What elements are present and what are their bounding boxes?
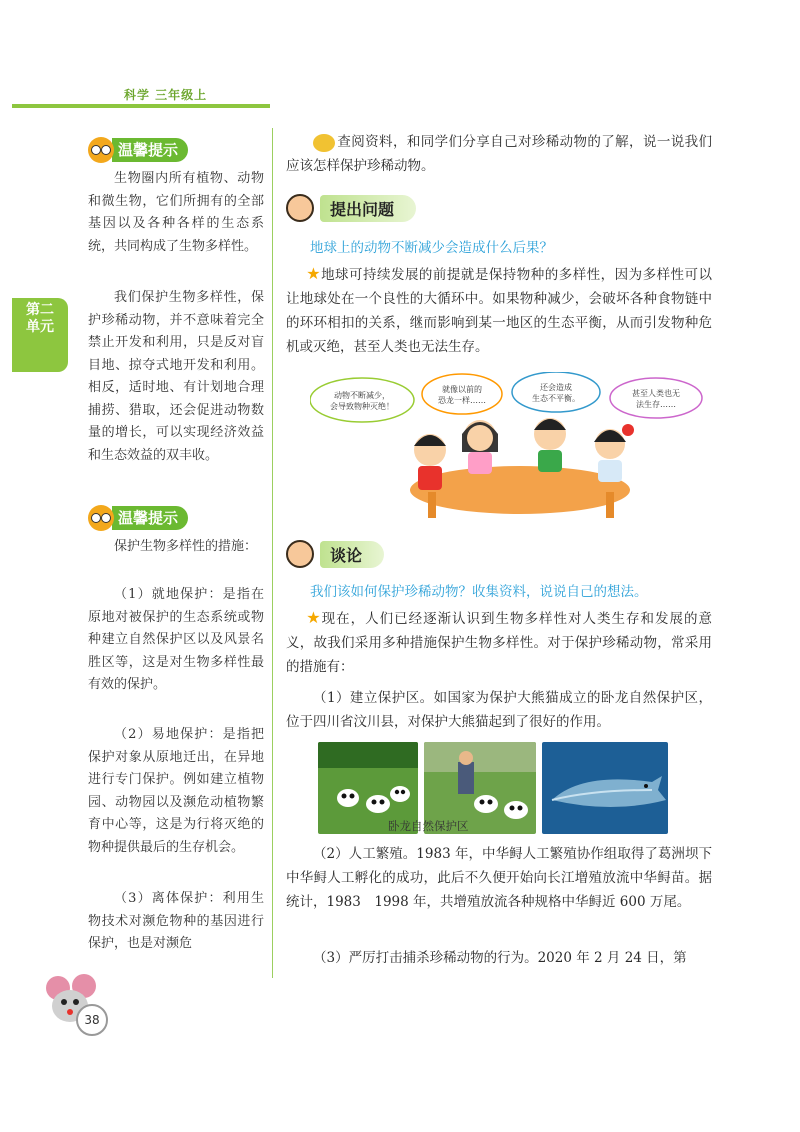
measure-3: （3）严厉打击捕杀珍稀动物的行为。2020 年 2 月 24 日，第 <box>313 950 687 966</box>
answer-1 <box>286 262 712 359</box>
child-reading-icon <box>286 194 314 222</box>
owl-icon <box>88 137 114 163</box>
unit-tab-line2: 单元 <box>26 319 54 335</box>
bubble-1-line2: 会导致物种灭绝！ <box>330 402 394 411</box>
section-ask-question <box>286 194 416 222</box>
question-1: 地球上的动物不断减少会造成什么后果？ <box>310 240 553 256</box>
unit-tab-line1: 第二 <box>26 302 54 318</box>
child-reading-icon <box>286 540 314 568</box>
header-rule <box>12 104 270 108</box>
bubble-2-line2: 恐龙一样…… <box>438 396 486 405</box>
page-number: 38 <box>76 1004 108 1036</box>
left-paragraph-4: （1）就地保护：是指在原地对被保护的生态系统或物种建立自然保护区以及风景名胜区等，这是对生物多样性最有效的保护。 <box>88 587 264 692</box>
bubble-4-line2: 法生存…… <box>636 400 676 409</box>
bubble-4-line1: 甚至人类也无 <box>632 389 680 398</box>
answer-1-text: 地球可持续发展的前提就是保持物种的多样性，因为多样性可以让地球处在一个良性的大循环中。如果物种减少，会破坏各种食物链中的环环相扣的关系，继而影响到某一地区的生态平衡，从而引发物种危机或灭绝，甚至人类也无法生存。 <box>286 267 713 355</box>
photo-caption: 卧龙自然保护区 <box>388 819 469 833</box>
measure-1: （1）建立保护区。如国家为保护大熊猫成立的卧龙自然保护区，位于四川省汶川县，对保护大熊猫起到了很好的作用。 <box>286 690 712 730</box>
star-icon: ★ <box>306 608 322 627</box>
book-title: 科学 三年级上 <box>124 88 208 102</box>
children-discussion-illustration <box>310 372 712 520</box>
lightbulb-kid-icon <box>313 134 335 152</box>
question-2: 我们该如何保护珍稀动物？收集资料，说说自己的想法。 <box>310 584 648 600</box>
unit-tab <box>12 298 68 372</box>
tip-label-2: 温馨提示 <box>112 506 188 530</box>
left-paragraph-3: 保护生物多样性的措施： <box>114 539 258 554</box>
intro-text: 查阅资料，和同学们分享自己对珍稀动物的了解，说一说我们应该怎样保护珍稀动物。 <box>286 134 712 174</box>
tip-label-1: 温馨提示 <box>112 138 188 162</box>
measure-2: （2）人工繁殖。1983 年，中华鲟人工繁殖协作组取得了葛洲坝下中华鲟人工孵化的成功，此后不久便开始向长江增殖放流中华鲟苗。据统计，1983 1998 年，共增殖放流各种规格中华鲟近 600 万尾。 <box>286 846 712 910</box>
tip-badge-2 <box>88 506 188 530</box>
tip-badge-1 <box>88 138 188 162</box>
left-paragraph-6: （3）离体保护：利用生物技术对濒危物种的基因进行保护，也是对濒危 <box>88 891 264 951</box>
left-paragraph-2: 我们保护生物多样性，保护珍稀动物，并不意味着完全禁止开发和利用，只是反对盲目地、掠夺式地开发和利用。相反，适时地、有计划地合理捕捞、猎取，还会促进动物数量的增长，可以实现经济效益和生态效益的双丰收。 <box>88 290 264 463</box>
column-divider <box>272 128 273 978</box>
answer-2-text: 现在，人们已经逐渐认识到生物多样性对人类生存和发展的意义，故我们采用多种措施保护生物多样性。对于保护珍稀动物，常采用的措施有： <box>286 611 713 675</box>
section-title-2: 谈论 <box>320 541 384 568</box>
bubble-2-line1: 就像以前的 <box>442 385 482 394</box>
sturgeon-photo <box>542 742 668 834</box>
section-title-1: 提出问题 <box>320 195 416 222</box>
star-icon: ★ <box>306 264 322 283</box>
bubble-3-line1: 还会造成 <box>540 383 572 392</box>
left-paragraph-5: （2）易地保护：是指把保护对象从原地迁出，在异地进行专门保护。例如建立植物园、动物园以及濒危动植物繁育中心等，这是为行将灭绝的物种提供最后的生存机会。 <box>88 727 264 855</box>
section-discuss <box>286 540 384 568</box>
bubble-1-line1: 动物不断减少， <box>334 391 390 400</box>
answer-2 <box>286 606 712 679</box>
intro-paragraph <box>286 130 712 178</box>
left-paragraph-1: 生物圈内所有植物、动物和微生物，它们所拥有的全部基因以及各种各样的生态系统，共同构成了生物多样性。 <box>88 171 264 254</box>
bubble-3-line2: 生态不平衡。 <box>532 394 580 403</box>
owl-icon <box>88 505 114 531</box>
